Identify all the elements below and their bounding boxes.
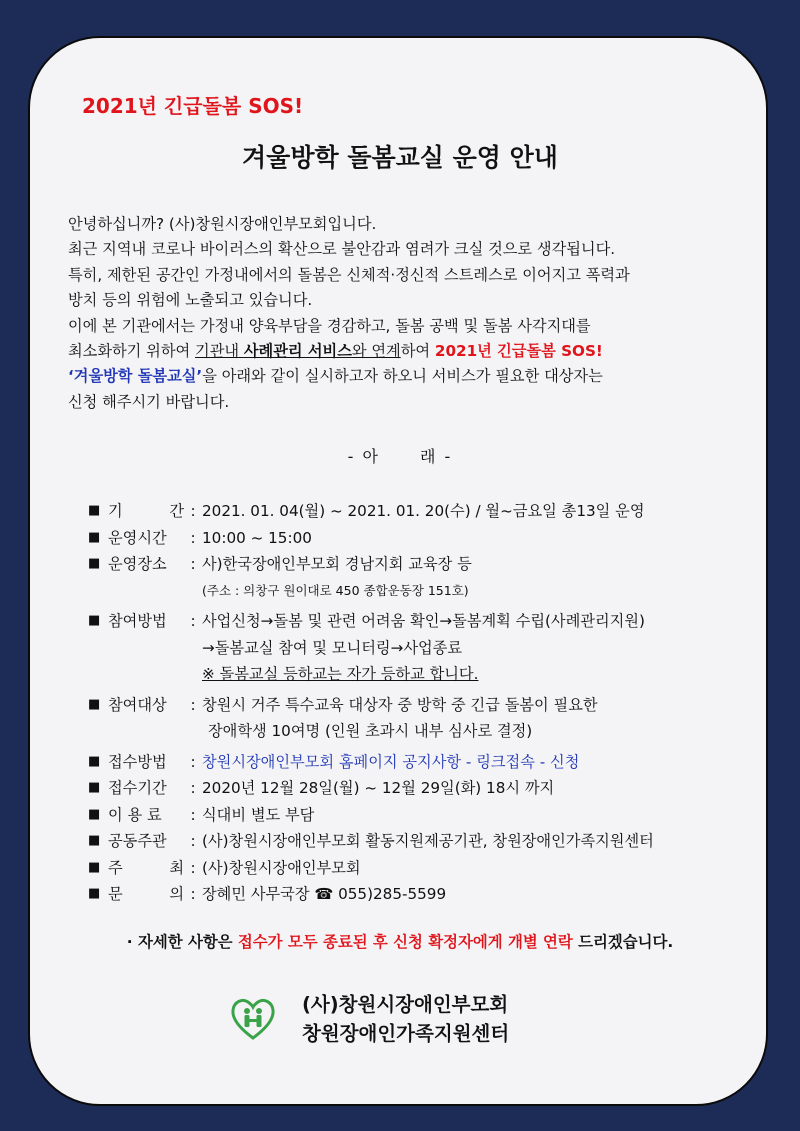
detail-cohost xyxy=(88,828,768,855)
heart-family-logo-icon xyxy=(230,996,276,1042)
detail-label: 접수방법 xyxy=(108,752,167,771)
detail-label xyxy=(108,881,184,908)
intro-text xyxy=(68,212,768,415)
section-divider xyxy=(0,444,800,467)
detail-list xyxy=(88,498,768,908)
detail-note: ※ 돌봄교실 등하교는 자가 등하교 합니다. xyxy=(202,665,479,683)
notice-text: · 자세한 사항은 xyxy=(126,933,238,951)
detail-value: 10:00 ~ 15:00 xyxy=(202,528,312,547)
intro-line: 특히, 제한된 공간인 가정내에서의 돌봄은 신체적·정신적 스트레스로 이어지고 폭력과 xyxy=(68,265,630,284)
colon: : xyxy=(190,695,196,714)
intro-line: 방치 등의 위험에 노출되고 있습니다. xyxy=(68,291,313,310)
detail-place xyxy=(88,551,768,578)
bullet-square-icon: ■ xyxy=(88,859,101,875)
label-char: 기 xyxy=(108,502,123,520)
intro-fragment xyxy=(195,342,401,360)
intro-highlight: 2021년 긴급돌봄 SOS! xyxy=(434,342,603,361)
detail-method xyxy=(88,608,768,635)
label-char: 의 xyxy=(169,885,184,903)
colon: : xyxy=(190,885,196,903)
bullet-square-icon: ■ xyxy=(88,529,101,545)
detail-label: 이 용 료 xyxy=(108,805,162,824)
colon: : xyxy=(190,752,196,771)
detail-label: 참여방법 xyxy=(108,612,167,630)
detail-method-cont: →돌봄교실 참여 및 모니터링→사업종료 xyxy=(202,638,463,657)
detail-value: 2020년 12월 28일(월) ~ 12월 29일(화) 18시 까지 xyxy=(202,779,555,797)
detail-value: 2021. 01. 04(월) ~ 2021. 01. 20(수) / 월~금요일 총13일 운영 xyxy=(202,502,645,520)
intro-fragment: 사례관리 서비스 xyxy=(243,342,352,361)
detail-label: 공동주관 xyxy=(108,832,167,850)
detail-host xyxy=(88,855,768,882)
detail-value: 창원시 거주 특수교육 대상자 중 방학 중 긴급 돌봄이 필요한 xyxy=(202,695,598,714)
intro-fragment: 을 아래와 같이 실시하고자 하오니 서비스가 필요한 대상자는 xyxy=(202,367,603,386)
contact-notice xyxy=(0,930,800,952)
bullet-square-icon: ■ xyxy=(88,503,101,518)
detail-target xyxy=(88,692,768,719)
colon: : xyxy=(190,779,196,797)
intro-highlight: ‘겨울방학 돌봄교실’ xyxy=(68,367,203,386)
detail-label: 운영장소 xyxy=(108,555,167,573)
intro-fragment: 최소화하기 위하여 xyxy=(68,342,196,361)
divider-text: 래 - xyxy=(420,447,453,466)
detail-method-note xyxy=(88,661,768,688)
intro-line: 최근 지역내 코로나 바이러스의 확산으로 불안감과 염려가 크실 것으로 생각됩니다. xyxy=(68,240,616,259)
detail-fee xyxy=(88,802,768,829)
bullet-square-icon: ■ xyxy=(88,613,101,628)
bullet-square-icon: ■ xyxy=(88,780,101,795)
detail-value: 장혜민 사무국장 ☎ 055)285-5599 xyxy=(202,885,447,903)
notice-text: 드리겠습니다. xyxy=(572,933,674,951)
bullet-square-icon: ■ xyxy=(88,753,101,769)
label-char: 주 xyxy=(108,858,123,877)
notice-highlight: 접수가 모두 종료된 후 신청 확정자에게 개별 연락 xyxy=(237,933,573,951)
detail-value: (사)창원시장애인부모회 활동지원제공기관, 창원장애인가족지원센터 xyxy=(202,832,654,850)
detail-place-address: (주소 : 의창구 원이대로 450 종합운동장 151호) xyxy=(202,582,469,598)
detail-label xyxy=(108,855,184,882)
intro-line: 신청 해주시기 바랍니다. xyxy=(68,392,230,411)
detail-value: 사)한국장애인부모회 경남지회 교육장 등 xyxy=(202,555,472,573)
page-title: 겨울방학 돌봄교실 운영 안내 xyxy=(242,143,558,172)
colon: : xyxy=(190,858,196,877)
detail-label xyxy=(108,498,184,525)
label-char: 최 xyxy=(169,858,184,877)
colon: : xyxy=(190,555,196,573)
intro-fragment: 하여 xyxy=(400,342,435,361)
bullet-square-icon: ■ xyxy=(88,806,101,822)
detail-contact xyxy=(88,881,768,908)
intro-line xyxy=(68,339,768,364)
colon: : xyxy=(190,805,196,824)
intro-fragment: 기관내 xyxy=(195,342,244,361)
intro-line: 이에 본 기관에서는 가정내 양육부담을 경감하고, 돌봄 공백 및 돌봄 사각지대를 xyxy=(68,316,591,335)
bullet-square-icon: ■ xyxy=(88,886,101,901)
colon: : xyxy=(190,612,196,630)
bullet-square-icon: ■ xyxy=(88,696,101,712)
detail-target-cont: 장애학생 10여명 (인원 초과시 내부 심사로 결정) xyxy=(208,722,533,740)
footer xyxy=(230,990,509,1048)
detail-hours xyxy=(88,525,768,552)
detail-label: 참여대상 xyxy=(108,695,167,714)
detail-value: 식대비 별도 부담 xyxy=(202,805,315,824)
intro-line: 안녕하십니까? (사)창원시장애인부모회입니다. xyxy=(68,215,377,233)
bullet-square-icon: ■ xyxy=(88,833,101,848)
detail-value: 사업신청→돌봄 및 관련 어려움 확인→돌봄계획 수립(사례관리지원) xyxy=(202,612,645,630)
headline: 2021년 긴급돌봄 SOS! xyxy=(82,94,304,118)
detail-period xyxy=(88,498,768,525)
intro-line xyxy=(68,364,768,389)
divider-text: - 아 xyxy=(347,447,380,466)
colon: : xyxy=(190,832,196,850)
org-name-secondary: 창원장애인가족지원센터 xyxy=(302,1022,510,1045)
bullet-square-icon: ■ xyxy=(88,556,101,571)
label-char: 문 xyxy=(108,885,123,903)
detail-label: 운영시간 xyxy=(108,528,167,547)
detail-apply xyxy=(88,749,768,776)
detail-value: 창원시장애인부모회 홈페이지 공지사항 - 링크접속 - 신청 xyxy=(202,752,580,771)
colon: : xyxy=(190,528,196,547)
intro-fragment: 와 연계 xyxy=(351,342,401,361)
detail-label: 접수기간 xyxy=(108,779,167,797)
detail-apply-period xyxy=(88,775,768,802)
detail-value: (사)창원시장애인부모회 xyxy=(202,858,361,877)
organization-names xyxy=(302,990,509,1048)
colon: : xyxy=(190,502,196,520)
label-char: 간 xyxy=(169,502,184,520)
org-name-primary: (사)창원시장애인부모회 xyxy=(302,993,509,1016)
